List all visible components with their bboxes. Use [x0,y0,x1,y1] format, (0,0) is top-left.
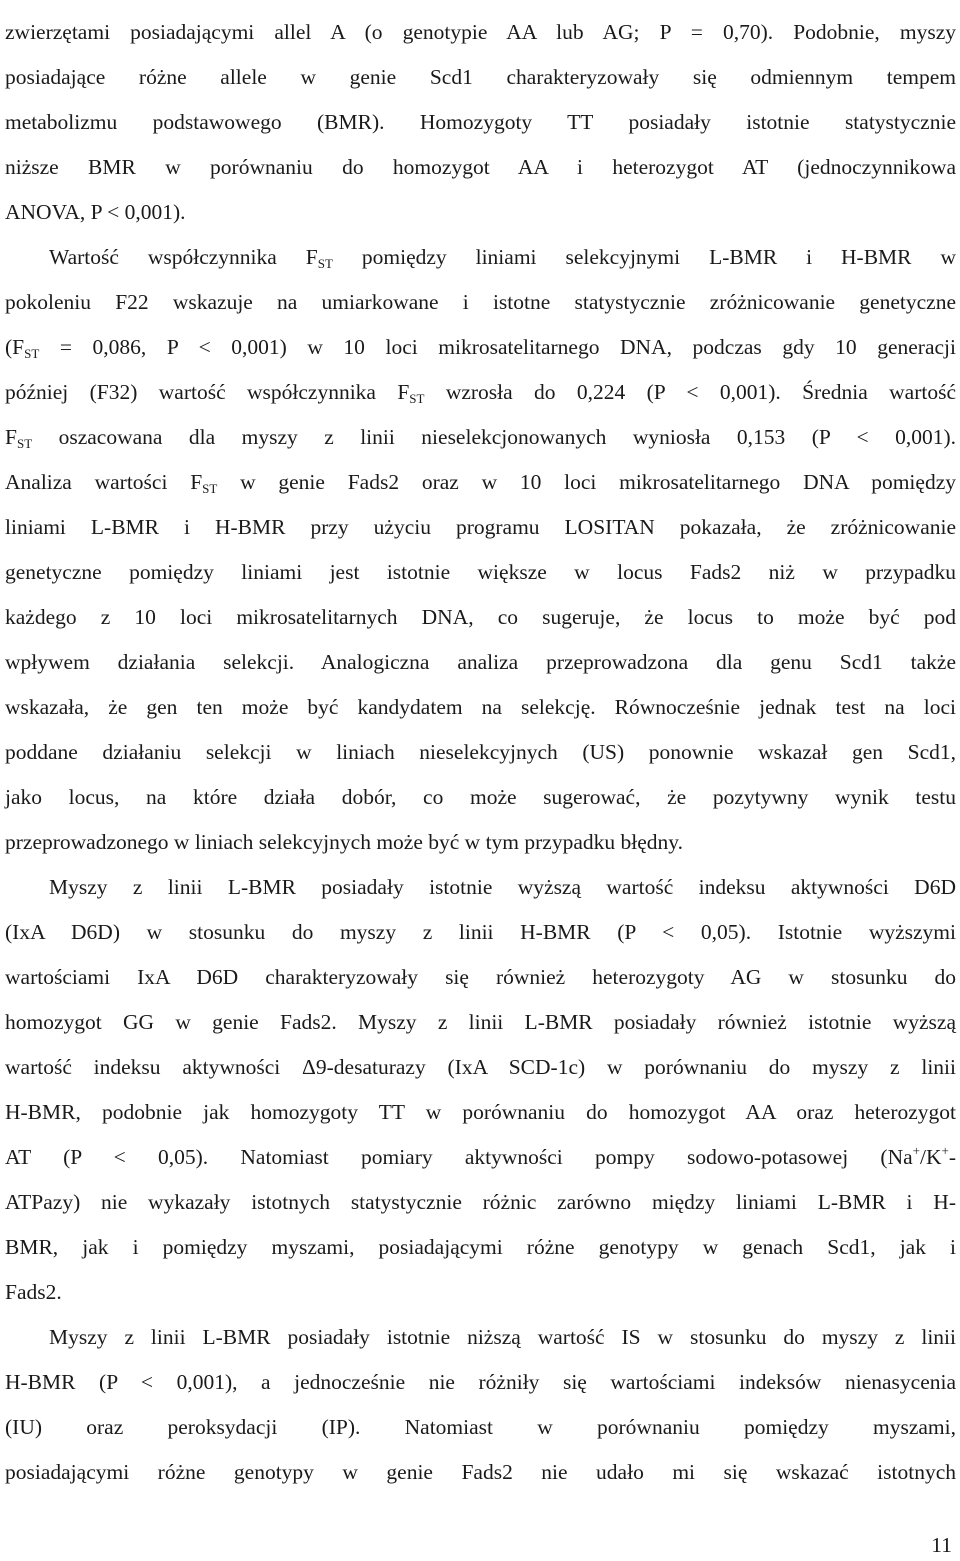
text-line [5,235,956,280]
text-run: F [5,425,17,449]
text-run: /K [919,1145,942,1169]
text-line [5,1180,956,1225]
text-run: ATPazy) nie wykazały istotnych statystycznie różnic zarówno między liniami L-BMR i H- [5,1190,956,1214]
text-line [5,190,956,235]
text-run: wskazała, że gen ten może być kandydatem na selekcję. Równocześnie jednak test na loci [5,695,956,719]
subscript: ST [409,391,425,406]
subscript: ST [16,436,33,451]
text-line [5,1090,956,1135]
page-number: 11 [931,1533,952,1557]
text-run: = 0,086, P < 0,001) w 10 loci mikrosatelitarnego DNA, podczas gdy 10 generacji [39,335,956,359]
text-run: w genie Fads2 oraz w 10 loci mikrosatelitarnego DNA pomiędzy [217,470,956,494]
body-text [5,10,956,1495]
subscript: ST [24,346,40,361]
text-run: poddane działaniu selekcji w liniach nieselekcyjnych (US) ponownie wskazał gen Scd1, [5,740,956,764]
text-line [5,865,956,910]
text-run: posiadającymi różne genotypy w genie Fads2 nie udało mi się wskazać istotnych [5,1460,956,1484]
text-run: pomiędzy liniami selekcyjnymi L-BMR i H-BMR w [332,245,956,269]
text-run: posiadające różne allele w genie Scd1 charakteryzowały się odmiennym tempem [5,65,956,89]
text-line [5,1315,956,1360]
text-run: BMR, jak i pomiędzy myszami, posiadającymi różne genotypy w genach Scd1, jak i [5,1235,956,1259]
text-line [5,775,956,820]
text-line [5,685,956,730]
superscript: + [941,1143,949,1158]
text-line [5,1360,956,1405]
text-run: ANOVA, P < 0,001). [5,200,186,224]
text-run: Analiza wartości F [5,470,203,494]
text-run: Myszy z linii L-BMR posiadały istotnie niższą wartość IS w stosunku do myszy z linii [49,1325,956,1349]
text-run: pokoleniu F22 wskazuje na umiarkowane i istotne statystycznie zróżnicowanie genetyczne [5,290,956,314]
text-line [5,10,956,55]
text-run: wartościami IxA D6D charakteryzowały się również heterozygoty AG w stosunku do [5,965,956,989]
text-run: - [948,1145,956,1169]
text-run: (IU) oraz peroksydacji (IP). Natomiast w porównaniu pomiędzy myszami, [5,1415,956,1439]
text-line [5,415,956,460]
subscript: ST [317,256,333,271]
text-line [5,1135,956,1180]
text-run: (F [5,335,25,359]
text-line [5,955,956,1000]
text-line [5,640,956,685]
text-run: oszacowana dla myszy z linii nieselekcjonowanych wyniosła 0,153 (P < 0,001). [32,425,956,449]
text-run: później (F32) wartość współczynnika F [5,380,410,404]
text-run: wartość indeksu aktywności Δ9-desaturazy (IxA SCD-1c) w porównaniu do myszy z linii [5,1055,956,1079]
text-line [5,1270,956,1315]
text-run: wpływem działania selekcji. Analogiczna analiza przeprowadzona dla genu Scd1 także [5,650,956,674]
text-line [5,505,956,550]
text-line [5,1450,956,1495]
text-run: H-BMR, podobnie jak homozygoty TT w porównaniu do homozygot AA oraz heterozygot [5,1100,956,1124]
text-line [5,730,956,775]
text-run: liniami L-BMR i H-BMR przy użyciu programu LOSITAN pokazała, że zróżnicowanie [5,515,956,539]
text-line [5,100,956,145]
text-run: jako locus, na które działa dobór, co może sugerować, że pozytywny wynik testu [5,785,956,809]
text-line [5,145,956,190]
text-run: zwierzętami posiadającymi allel A (o genotypie AA lub AG; P = 0,70). Podobnie, myszy [5,20,956,44]
text-run: homozygot GG w genie Fads2. Myszy z linii L-BMR posiadały również istotnie wyższą [5,1010,956,1034]
superscript: + [912,1143,920,1158]
text-run: AT (P < 0,05). Natomiast pomiary aktywności pompy sodowo-potasowej (Na [5,1145,913,1169]
text-run: Wartość współczynnika F [49,245,318,269]
text-run: (IxA D6D) w stosunku do myszy z linii H-BMR (P < 0,05). Istotnie wyższymi [5,920,956,944]
text-line [5,280,956,325]
text-run: genetyczne pomiędzy liniami jest istotnie większe w locus Fads2 niż w przypadku [5,560,956,584]
text-line [5,325,956,370]
text-line [5,55,956,100]
text-line [5,370,956,415]
text-run: Myszy z linii L-BMR posiadały istotnie wyższą wartość indeksu aktywności D6D [49,875,956,899]
text-line [5,460,956,505]
text-run: przeprowadzonego w liniach selekcyjnych może być w tym przypadku błędny. [5,830,684,854]
text-run: Fads2. [5,1280,62,1304]
text-line [5,595,956,640]
text-line [5,1000,956,1045]
text-line [5,1405,956,1450]
text-line [5,820,956,865]
text-run: H-BMR (P < 0,001), a jednocześnie nie różniły się wartościami indeksów nienasycenia [5,1370,956,1394]
text-run: wzrosła do 0,224 (P < 0,001). Średnia wartość [424,380,956,404]
text-line [5,1045,956,1090]
text-run: każdego z 10 loci mikrosatelitarnych DNA, co sugeruje, że locus to może być pod [5,605,956,629]
text-line [5,910,956,955]
text-run: metabolizmu podstawowego (BMR). Homozygoty TT posiadały istotnie statystycznie [5,110,956,134]
text-run: niższe BMR w porównaniu do homozygot AA i heterozygot AT (jednoczynnikowa [5,155,956,179]
text-line [5,550,956,595]
subscript: ST [202,481,218,496]
text-line [5,1225,956,1270]
